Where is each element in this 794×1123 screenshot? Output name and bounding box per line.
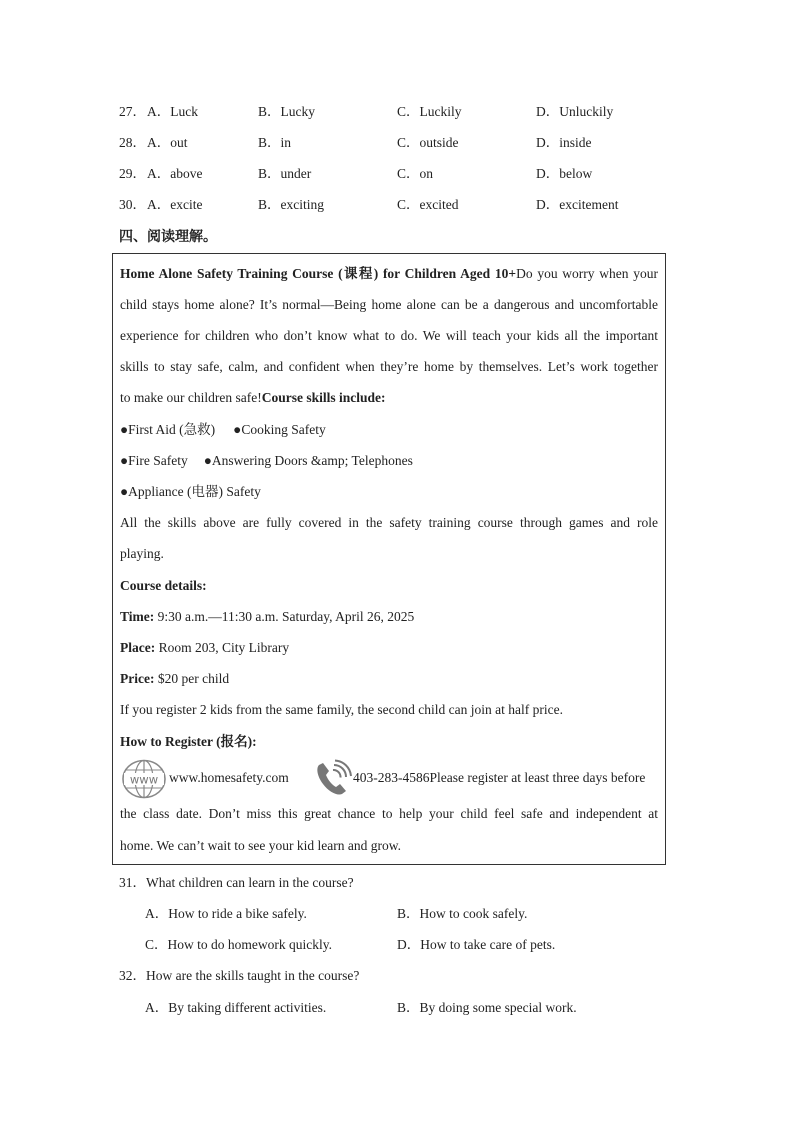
option-b: B．in [258,135,292,150]
question-number: 29． [119,166,146,181]
closing-line-2: home. We can’t wait to see your kid learn and grow. [120,838,401,853]
option-c: C．excited [397,197,459,212]
skill-item: ●Answering Doors &amp; Telephones [203,453,413,468]
passage-line-4: skills to stay safe, calm, and confident when they’re home by themselves. Let’s work together [120,359,658,374]
place-value: Room 203, City Library [155,640,290,655]
covered-line-2: playing. [120,546,164,561]
question-number: 30． [119,197,146,212]
skill-item: ●Appliance (电器) Safety [120,484,261,499]
skills-row-2 [120,451,658,471]
passage-title: Home Alone Safety Training Course (课程) for Children Aged 10+ [120,266,517,281]
passage-text: Do you worry when your [516,266,658,281]
skills-row-3 [120,482,658,502]
reading-passage-box [112,253,666,865]
section-heading: 四、阅读理解。 [119,229,217,245]
question-31-option-a: A．How to ride a bike safely. [145,906,307,921]
skill-item: ●Cooking Safety [233,422,326,437]
closing-line-1: the class date. Don’t miss this great chance to help your child feel safe and independent at [120,806,658,821]
price-value: $20 per child [154,671,230,686]
passage-line-2: child stays home alone? It’s normal—Being home alone can be a dangerous and uncomfortable [120,297,658,312]
option-a: A．above [147,166,203,181]
globe-www-icon [121,759,167,799]
price-label: Price: [120,671,155,686]
question-number: 27． [119,104,146,119]
option-a: A．excite [147,197,203,212]
option-b: B．under [258,166,312,181]
question-number: 28． [119,135,146,150]
option-b: B．exciting [258,197,324,212]
price-line [120,669,658,689]
passage-line-1 [120,264,658,284]
register-label-line [120,732,658,752]
option-d: D．excitement [536,197,619,212]
passage-line-3: experience for children who don’t know what to do. We will teach your kids all the important [120,328,658,343]
place-line [120,638,658,658]
option-c: C．outside [397,135,459,150]
question-32-option-b: B．By doing some special work. [397,1000,577,1015]
details-label: Course details: [120,578,207,593]
skill-item: ●Fire Safety [120,453,188,468]
question-31-option-d: D．How to take care of pets. [397,937,556,952]
passage-text: to make our children safe! [120,390,262,405]
question-31-stem: 31．What children can learn in the course? [119,875,354,890]
question-31-option-b: B．How to cook safely. [397,906,528,921]
option-c: C．on [397,166,434,181]
option-d: D．inside [536,135,592,150]
covered-line-1: All the skills above are fully covered in the safety training course through games and role [120,515,658,530]
question-32-option-a: A．By taking different activities. [145,1000,327,1015]
option-b: B．Lucky [258,104,315,119]
question-32-stem: 32．How are the skills taught in the course? [119,968,360,983]
time-label: Time: [120,609,155,624]
skills-label: Course skills include: [261,390,386,405]
option-c: C．Luckily [397,104,462,119]
skills-row-1 [120,420,658,440]
website-text: www.homesafety.com [169,770,289,785]
option-d: D．below [536,166,593,181]
option-a: A．out [147,135,188,150]
register-label: How to Register (报名): [120,734,257,749]
option-d: D．Unluckily [536,104,614,119]
phone-line: 403-283-4586Please register at least three days before [353,770,646,785]
course-details-label [120,576,658,596]
discount-line: If you register 2 kids from the same family, the second child can join at half price. [120,702,563,717]
passage-line-5 [120,388,658,408]
time-value: 9:30 a.m.—11:30 a.m. Saturday, April 26, 2025 [154,609,415,624]
place-label: Place: [120,640,156,655]
option-a: A．Luck [147,104,198,119]
www-icon-text: www [129,772,159,787]
phone-icon [313,759,353,799]
question-31-option-c: C．How to do homework quickly. [145,937,332,952]
time-line [120,607,658,627]
skill-item: ●First Aid (急救) [120,422,216,437]
